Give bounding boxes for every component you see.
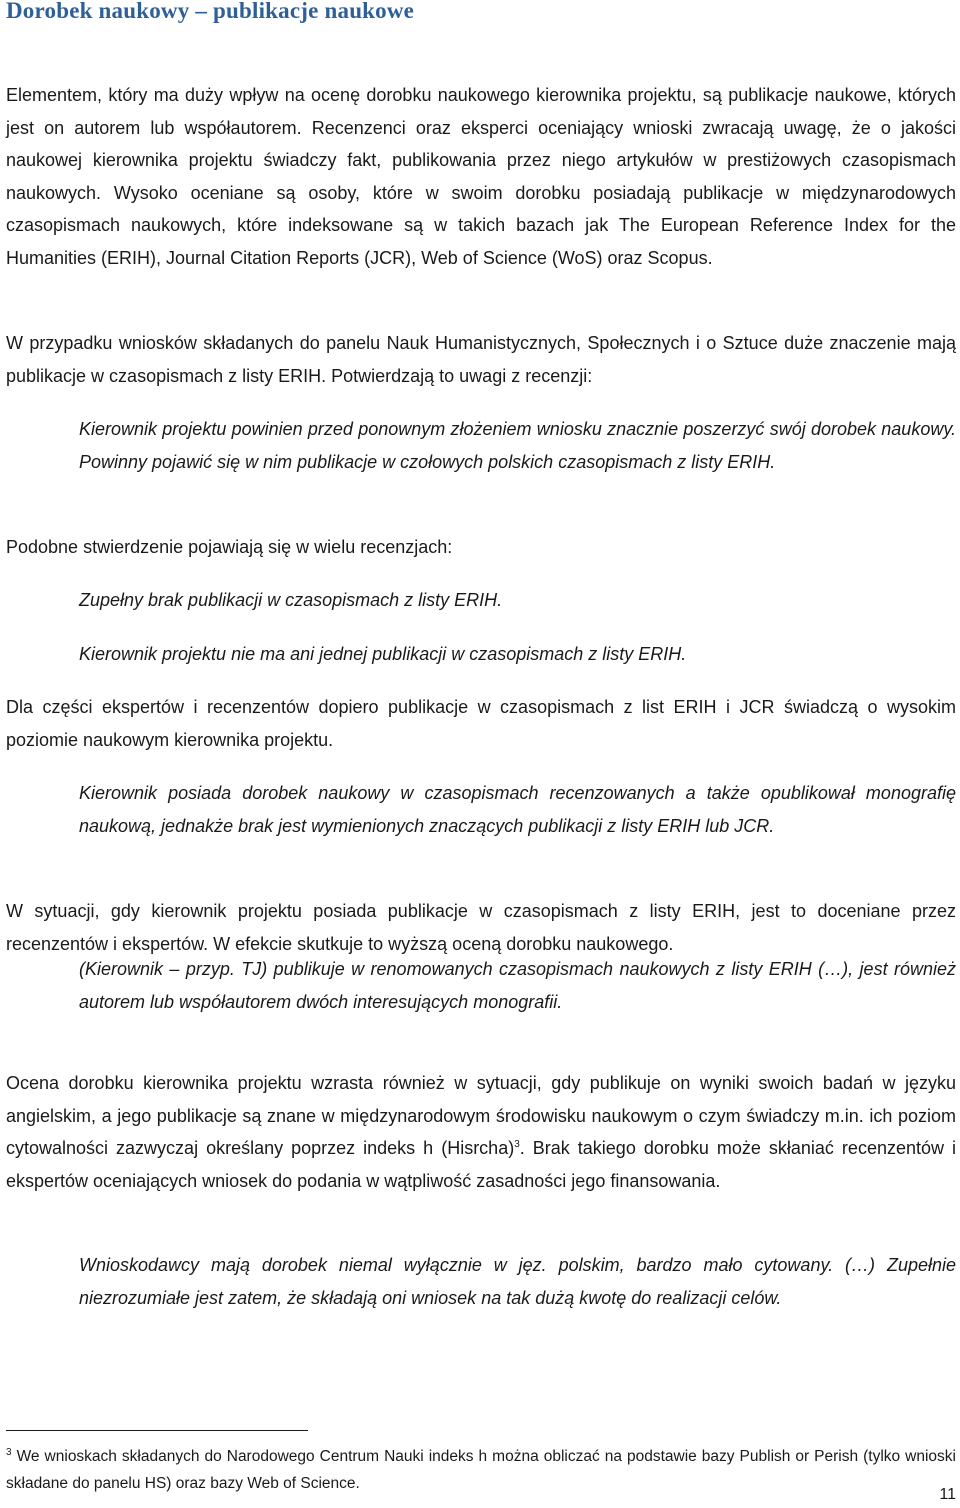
paragraph-similar-statements: Podobne stwierdzenie pojawiają się w wielu recenzjach: (6, 537, 453, 557)
quote-review-4: Kierownik posiada dorobek naukowy w czasopismach recenzowanych a także opublikował monografię naukową, jednakże brak jest wymienionych znaczących publikacji z listy ERIH lub JCR. (79, 783, 956, 836)
paragraph-english-publications-part-2: . Brak takiego dorobku może skłaniać recenzentów i ekspertów oceniających wniosek do podania w wątpliwość zasadności jego finansowania. (6, 1138, 956, 1191)
page-number: 11 (939, 1486, 956, 1503)
footnote (6, 1443, 956, 1497)
footnote-text: We wnioskach składanych do Narodowego Centrum Nauki indeks h można obliczać na podstawie bazy Publish or Perish (tylko wnioski składane do panelu HS) oraz bazy Web of Science. (6, 1448, 956, 1492)
paragraph-erih-jcr: Dla części ekspertów i recenzentów dopiero publikacje w czasopismach z list ERIH i JCR świadczą o wysokim poziomie naukowym kierownika projektu. (6, 697, 956, 750)
paragraph-english-publications (6, 1067, 956, 1197)
paragraph-english-publications-part-1: Ocena dorobku kierownika projektu wzrasta również w sytuacji, gdy publikuje on wyniki swoich badań w języku angielskim, a jego publikacje są znane w międzynarodowym środowisku naukowym o czym świadczy m.in. ich poziom cytowalności zazwyczaj określany poprzez indeks h (Hisrcha) (6, 1073, 956, 1159)
quote-review-2: Zupełny brak publikacji w czasopismach z listy ERIH. (79, 590, 503, 610)
quote-review-6: Wnioskodawcy mają dorobek niemal wyłącznie w jęz. polskim, bardzo mało cytowany. (…) Zupełnie niezrozumiałe jest zatem, że składają oni wniosek na tak dużą kwotę do realizacji celów. (79, 1255, 956, 1308)
paragraph-publications-intro: Elementem, który ma duży wpływ na ocenę dorobku naukowego kierownika projektu, są publikacje naukowe, których jest on autorem lub współautorem. Recenzenci oraz eksperci oceniający wnioski zwracają uwagę, że o jakości naukowej kierownika projektu świadczy fakt, publikowania przez niego artykułów w prestiżowych czasopismach naukowych. Wysoko oceniane są osoby, które w swoim dorobku posiadają publikacje w międzynarodowych czasopismach naukowych, które indeksowane są w takich bazach jak The European Reference Index for the Humanities (ERIH), Journal Citation Reports (JCR), Web of Science (WoS) oraz Scopus. (6, 85, 956, 268)
quote-review-5: (Kierownik – przyp. TJ) publikuje w renomowanych czasopismach naukowych z listy ERIH (…), jest również autorem lub współautorem dwóch interesujących monografii. (79, 959, 956, 1012)
quote-review-1: Kierownik projektu powinien przed ponownym złożeniem wniosku znacznie poszerzyć swój dorobek naukowy. Powinny pojawić się w nim publikacje w czołowych polskich czasopismach z listy ERIH. (79, 419, 956, 472)
footnote-reference: 3 (514, 1139, 520, 1151)
paragraph-erih-panel: W przypadku wniosków składanych do panelu Nauk Humanistycznych, Społecznych i o Sztuce duże znaczenie mają publikacje w czasopismach z listy ERIH. Potwierdzają to uwagi z recenzji: (6, 333, 956, 386)
paragraph-erih-appreciated: W sytuacji, gdy kierownik projektu posiada publikacje w czasopismach z listy ERIH, jest to doceniane przez recenzentów i ekspertów. W efekcie skutkuje to wyższą oceną dorobku naukowego. (6, 901, 956, 954)
footnote-separator (6, 1430, 308, 1431)
section-heading: Dorobek naukowy – publikacje naukowe (6, 0, 415, 23)
footnote-marker: 3 (6, 1446, 12, 1458)
quote-review-3: Kierownik projektu nie ma ani jednej publikacji w czasopismach z listy ERIH. (79, 644, 687, 664)
